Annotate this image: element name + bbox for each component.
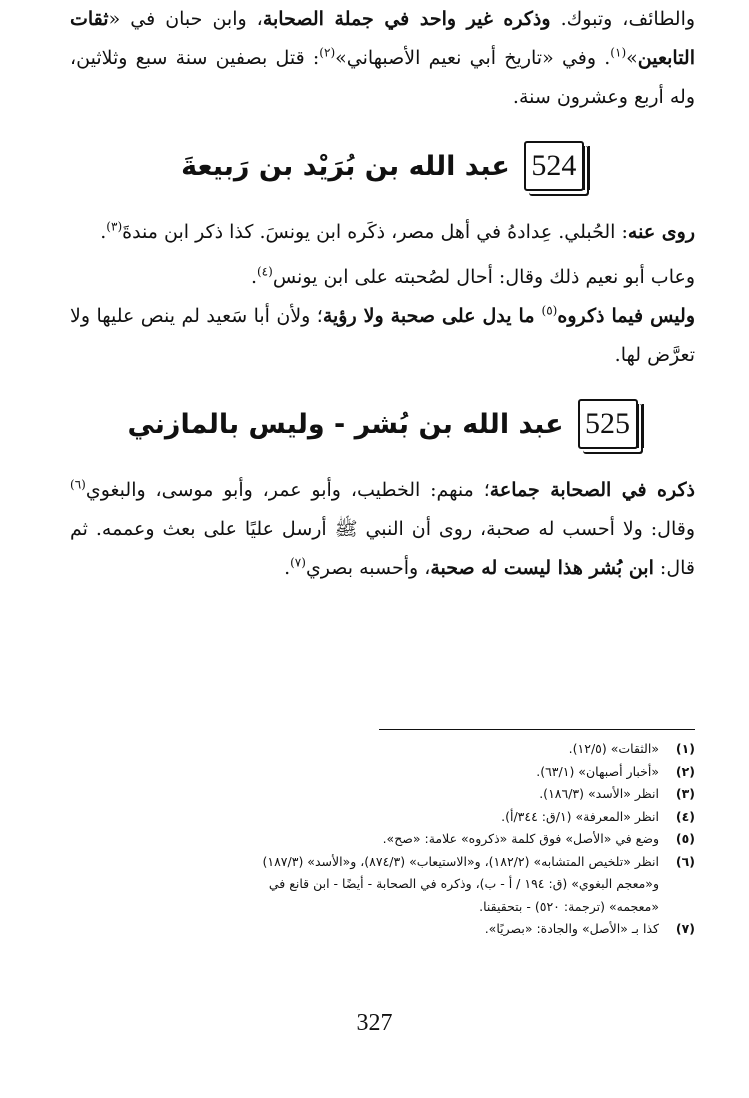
text-run: . (284, 557, 291, 579)
footnote-number: (٣) (675, 786, 695, 801)
entry-524-paragraph-3 (70, 297, 695, 375)
footnote-text: «معجمه» (ترجمة: ٥٢٠) - بتحقيقنا. (479, 898, 659, 914)
footnote-ref[interactable]: (٤) (256, 264, 273, 279)
entry-524-paragraph-1 (70, 213, 695, 252)
text-run: : الحُبلي. عِدادهُ في أهل مصر، ذكَره ابن يونسَ. كذا ذكر ابن مندةَ (122, 221, 628, 243)
footnote-text: «أخبار أصبهان» (٦٣/١). (536, 763, 659, 779)
footnote-continuation (70, 896, 695, 919)
footnote-ref[interactable]: (٥) (541, 303, 558, 318)
entry-525-heading (70, 389, 695, 459)
entry-524-paragraph-2 (70, 258, 695, 297)
footnote-separator (379, 729, 695, 730)
footnote-text: وضع في «الأصل» فوق كلمة «ذكروه» علامة: «صح». (382, 831, 659, 846)
intro-paragraph (70, 0, 695, 117)
footnote (70, 761, 695, 784)
footnote-ref[interactable]: (٢) (319, 45, 336, 60)
text-run: : قتل بصفين سنة سبع وثلاثين، وله أربع وعشرون سنة. (70, 47, 695, 108)
footnote (70, 851, 695, 874)
footnotes (70, 738, 695, 941)
footnote-ref[interactable]: (٦) (70, 477, 86, 492)
footnote-text: انظر «الأسد» (١٨٦/٣). (539, 786, 659, 801)
bold-run: ذكره في الصحابة جماعة (489, 479, 695, 501)
bold-run: ثقات التابعين (70, 8, 695, 69)
entry-number-box: 524 (524, 141, 584, 191)
footnote-ref[interactable]: (١) (610, 45, 627, 60)
footnote (70, 783, 695, 806)
text-run: . وفي «تاريخ أبي نعيم الأصبهاني» (335, 47, 611, 69)
page-body (70, 0, 695, 588)
text-run: وعاب أبو نعيم ذلك وقال: أحال لصُحبته على ابن يونس (272, 266, 695, 288)
footnote-number: (٦) (675, 853, 695, 869)
bold-run: وليس فيما ذكروه (557, 305, 696, 327)
footnote-number: (١) (675, 741, 695, 756)
footnote-continuation (70, 873, 695, 896)
footnote-number: (٢) (675, 763, 695, 779)
entry-525-paragraph (70, 471, 695, 588)
text-run: . (250, 266, 257, 288)
footnote-text: «الثقات» (١٢/٥). (568, 741, 659, 756)
text-run: وقال: ولا أحسب له صحبة، روى أن النبي ﷺ أرسل عليًا على بعث وعممه. ثم قال: (70, 518, 695, 579)
footnote-text: كذا بـ «الأصل» والجادة: «بصريًا». (484, 921, 659, 936)
footnote-number: (٥) (675, 831, 695, 846)
footnote (70, 806, 695, 829)
footnote (70, 918, 695, 941)
text-run: ، وابن حبان في « (108, 8, 263, 30)
footnote-text: انظر «المعرفة» (١/ق: ٣٤٤/أ). (501, 808, 659, 824)
text-run: والطائف، وتبوك. (550, 8, 696, 30)
footnote (70, 738, 695, 761)
entry-524-heading (70, 131, 695, 201)
footnote-number: (٧) (675, 921, 695, 936)
bold-run: وذكره غير واحد في جملة الصحابة (262, 8, 551, 30)
footnote-text: انظر «تلخيص المتشابه» (١٨٢/٢)، و«الاستيعاب» (٨٧٤/٣)، و«الأسد» (١٨٧/٣) (262, 853, 659, 869)
text-run: ، وأحسبه بصري (305, 557, 431, 579)
bold-run: ما يدل على صحبة ولا رؤية (322, 305, 542, 327)
entry-title: عبد الله بن بُرَيْد بن رَبيعةَ (181, 150, 510, 182)
footnote-text: و«معجم البغوي» (ق: ١٩٤ / أ - ب)، وذكره في الصحابة - أيضًا - ابن قانع في (268, 876, 659, 891)
text-run: ؛ ولأن أبا سَعيد لم ينص عليها ولا تعرَّض لها. (70, 305, 695, 366)
text-run: ؛ منهم: الخطيب، وأبو عمر، وأبو موسى، والبغوي (85, 479, 490, 501)
page-number: 327 (356, 1010, 393, 1036)
footnote-ref[interactable]: (٣) (106, 219, 123, 234)
footnote-number: (٤) (675, 808, 695, 824)
entry-title: عبد الله بن بُشر - وليس بالمازني (127, 408, 564, 440)
footnote-ref[interactable]: (٧) (290, 555, 306, 570)
bold-run: روى عنه (627, 221, 695, 243)
entry-number-box: 525 (578, 399, 638, 449)
footnote (70, 828, 695, 851)
text-run: » (626, 47, 638, 69)
text-run: . (100, 221, 107, 243)
bold-run: ابن بُشر هذا ليست له صحبة (430, 557, 654, 579)
